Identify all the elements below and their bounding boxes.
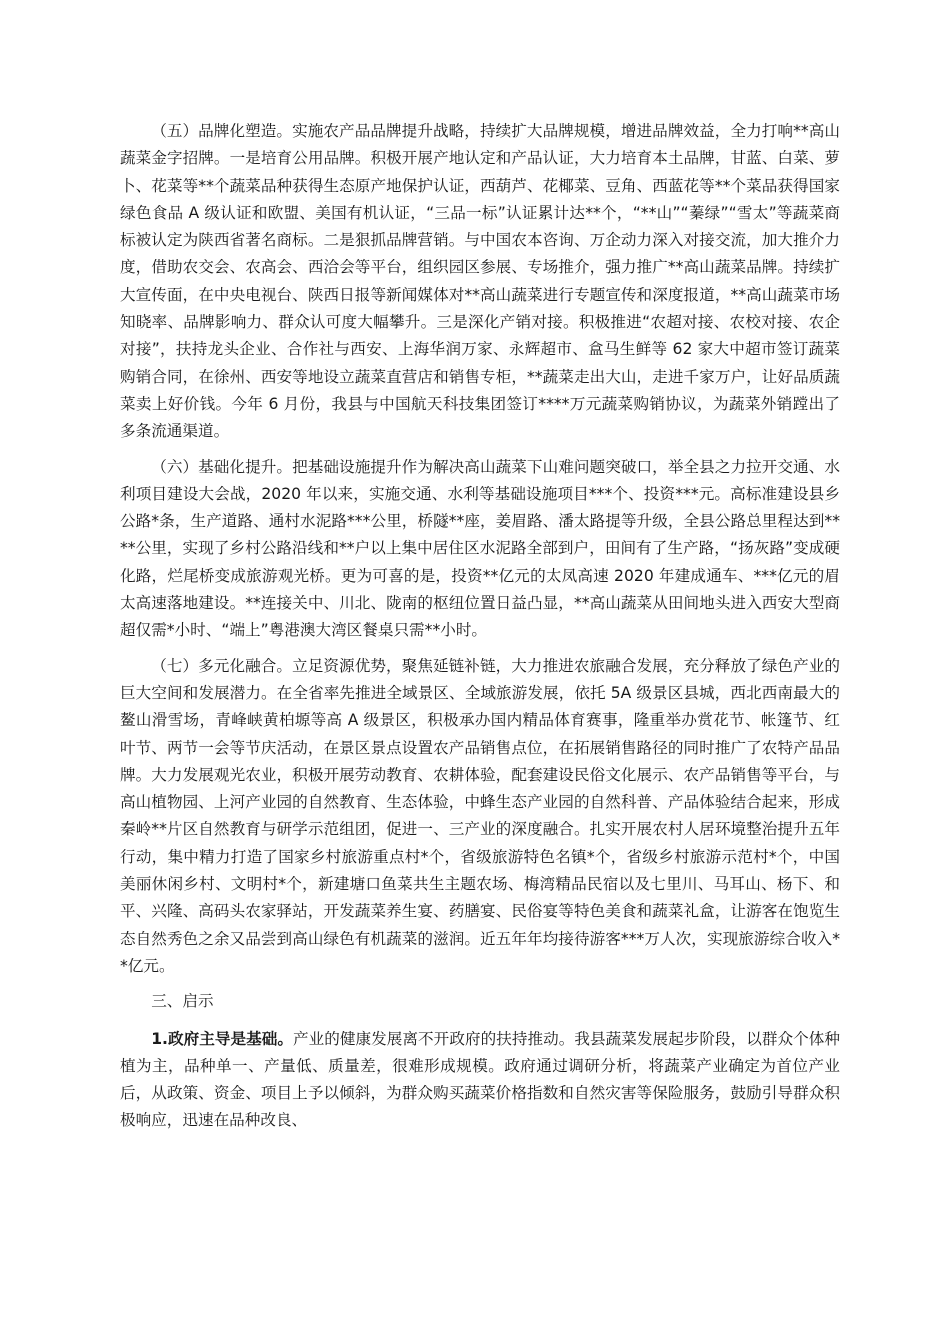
- paragraph-infrastructure: （六）基础化提升。把基础设施提升作为解决高山蔬菜下山难问题突破口，举全县之力拉开交通、水利项目建设大会战，2020 年以来，实施交通、水利等基础设施项目***个、投资***元。高标准建设县乡公路*条，生产道路、通村水泥路***公里，桥隧**座，姜眉路、潘太路提等升级，全县公路总里程达到****公里，实现了乡村公路沿线和**户以上集中居住区水泥路全部到户，田间有了生产路，“扬灰路”变成硬化路，烂尾桥变成旅游观光桥。更为可喜的是，投资**亿元的太凤高速 2020 年建成通车、***亿元的眉太高速落地建设。**连接关中、川北、陇南的枢纽位置日益凸显，**高山蔬菜从田间地头进入西安大型商超仅需*小时、“端上”粤港澳大湾区餐桌只需**小时。: [120, 457, 840, 640]
- document-page: [120, 118, 840, 1135]
- section-heading-insights: 三、启示: [151, 992, 214, 1011]
- paragraph-integration: （七）多元化融合。立足资源优势，聚焦延链补链，大力推进农旅融合发展，充分释放了绿色产业的巨大空间和发展潜力。在全省率先推进全域景区、全域旅游发展，依托 5A 级景区县城，西北西南最大的鳌山滑雪场，青峰峡黄柏塬等高 A 级景区，积极承办国内精品体育赛事，隆重举办赏花节、帐篷节、红叶节、两节一会等节庆活动，在景区景点设置农产品销售点位，在拓展销售路径的同时推广了农特产品品牌。大力发展观光农业，积极开展劳动教育、农耕体验，配套建设民俗文化展示、农产品销售等平台，与高山植物园、上河产业园的自然教育、生态体验，中蜂生态产业园的自然科普、产品体验结合起来，形成秦岭**片区自然教育与研学示范组团，促进一、三产业的深度融合。扎实开展农村人居环境整治提升五年行动，集中精力打造了国家乡村旅游重点村*个，省级旅游特色名镇*个，省级乡村旅游示范村*个，中国美丽休闲乡村、文明村*个，新建塘口鱼菜共生主题农场、梅湾精品民宿以及七里川、马耳山、杨下、和平、兴隆、高码头农家驿站，开发蔬菜养生宴、药膳宴、民俗宴等特色美食和蔬菜礼盒，让游客在饱览生态自然秀色之余又品尝到高山绿色有机蔬菜的滋润。近五年年均接待游客***万人次，实现旅游综合收入**亿元。: [120, 656, 840, 975]
- paragraph-brand: （五）品牌化塑造。实施农产品品牌提升战略，持续扩大品牌规模，增进品牌效益，全力打响**高山蔬菜金字招牌。一是培育公用品牌。积极开展产地认定和产品认证，大力培育本土品牌，甘蓝、白菜、萝卜、花菜等**个蔬菜品种获得生态原产地保护认证，西葫芦、花椰菜、豆角、西蓝花等**个菜品获得国家绿色食品 A 级认证和欧盟、美国有机认证，“三品一标”认证累计达**个，“**山”“蓁绿”“雪太”等蔬菜商标被认定为陕西省著名商标。二是狠抓品牌营销。与中国农本咨询、万企动力深入对接交流，加大推介力度，借助农交会、农高会、西洽会等平台，组织园区参展、专场推介，强力推广**高山蔬菜品牌。持续扩大宣传面，在中央电视台、陕西日报等新闻媒体对**高山蔬菜进行专题宣传和深度报道，**高山蔬菜市场知晓率、品牌影响力、群众认可度大幅攀升。三是深化产销对接。积极推进“农超对接、农校对接、农企对接”，扶持龙头企业、合作社与西安、上海华润万家、永辉超市、盒马生鲜等 62 家大中超市签订蔬菜购销合同，在徐州、西安等地设立蔬菜直营店和销售专柜，**蔬菜走出大山，走进千家万户，让好品质蔬菜卖上好价钱。今年 6 月份，我县与中国航天科技集团签订****万元蔬菜购销协议，为蔬菜外销蹚出了多条流通渠道。: [120, 122, 840, 441]
- paragraph-lead: 1.政府主导是基础。: [151, 1029, 294, 1048]
- paragraph-government-lead: [120, 1026, 840, 1135]
- paragraph-body: 产业的健康发展离不开政府的扶持推动。我县蔬菜发展起步阶段，以群众个体种植为主，品种单一、产量低、质量差，很难形成规模。政府通过调研分析，将蔬菜产业确定为首位产业后，从政策、资金、项目上予以倾斜，为群众购买蔬菜价格指数和自然灾害等保险服务，鼓励引导群众积极响应，迅速在品种改良、: [120, 1029, 840, 1130]
